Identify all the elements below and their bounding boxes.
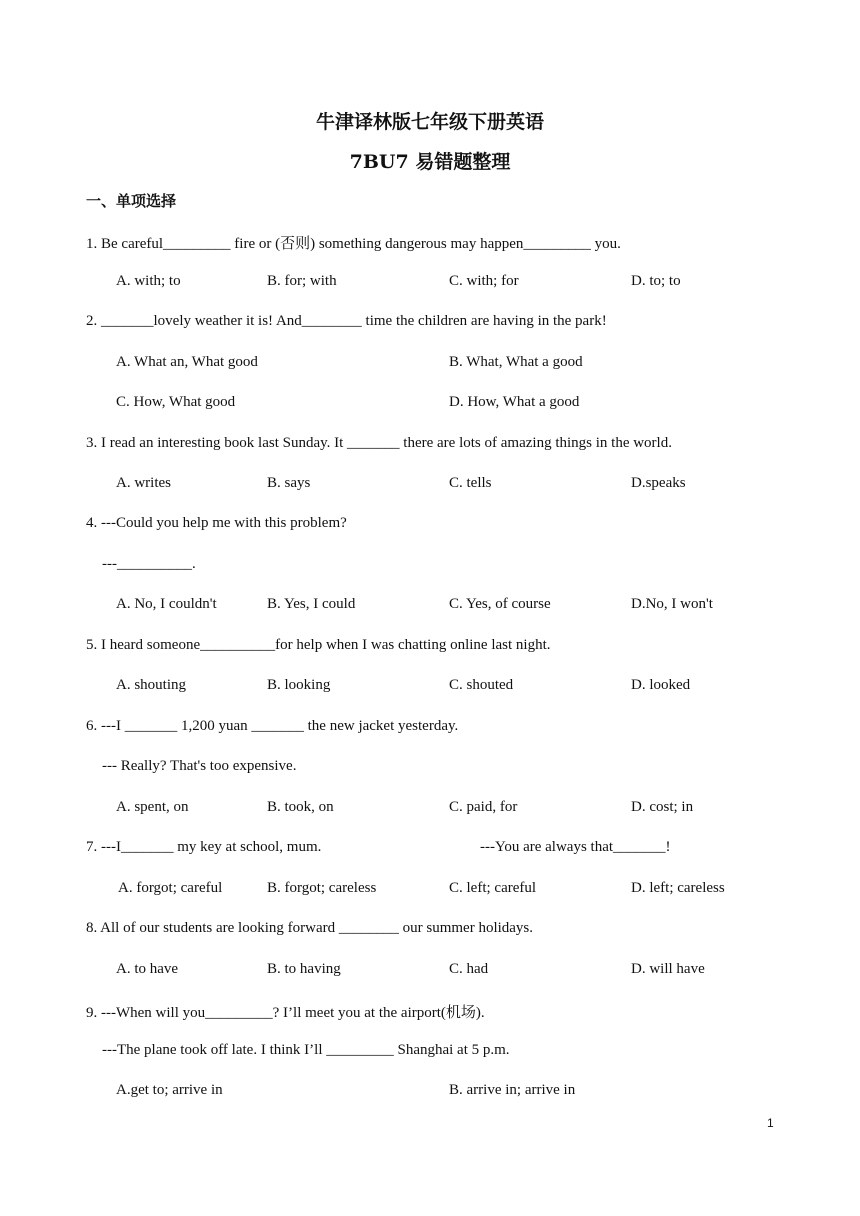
question-5-option-a: A. shouting xyxy=(116,677,187,693)
question-6-option-d: D. cost; in xyxy=(631,799,694,815)
question-9-option-a: A.get to; arrive in xyxy=(116,1082,223,1098)
question-3-option-a: A. writes xyxy=(116,475,171,491)
question-9-stem: 9. ---When will you_________? I’ll meet you at the airport(机场). xyxy=(86,1005,485,1021)
question-4-option-b: B. Yes, I could xyxy=(267,596,356,612)
question-7-reply: ---You are always that_______! xyxy=(480,839,671,855)
question-1-option-d: D. to; to xyxy=(631,273,681,289)
question-1-stem: 1. Be careful_________ fire or (否则) something dangerous may happen_________ you. xyxy=(86,236,621,252)
question-1-option-c: C. with; for xyxy=(449,273,519,289)
question-4-option-c: C. Yes, of course xyxy=(449,596,551,612)
question-2-option-c: C. How, What good xyxy=(116,394,236,410)
question-6-reply: --- Really? That's too expensive. xyxy=(102,758,297,774)
question-5-option-d: D. looked xyxy=(631,677,691,693)
question-7-option-a: A. forgot; careful xyxy=(118,880,223,896)
question-3-option-d: D.speaks xyxy=(631,475,686,491)
question-3-option-c: C. tells xyxy=(449,475,492,491)
question-6-option-a: A. spent, on xyxy=(116,799,189,815)
question-6-stem: 6. ---I _______ 1,200 yuan _______ the new jacket yesterday. xyxy=(86,718,459,734)
question-9-option-b: B. arrive in; arrive in xyxy=(449,1082,576,1098)
question-8-option-d: D. will have xyxy=(631,961,705,977)
question-6-option-c: C. paid, for xyxy=(449,799,518,815)
question-2-option-a: A. What an, What good xyxy=(116,354,258,370)
question-2-stem: 2. _______lovely weather it is! And________ time the children are having in the park! xyxy=(86,313,607,329)
question-7-stem: 7. ---I_______ my key at school, mum. xyxy=(86,839,322,855)
question-9-reply: ---The plane took off late. I think I’ll _________ Shanghai at 5 p.m. xyxy=(102,1042,510,1058)
question-7-option-b: B. forgot; careless xyxy=(267,880,377,896)
question-2-option-d: D. How, What a good xyxy=(449,394,580,410)
question-8-stem: 8. All of our students are looking forward ________ our summer holidays. xyxy=(86,920,534,936)
question-1-option-b: B. for; with xyxy=(267,273,337,289)
section-heading: 一、单项选择 xyxy=(86,192,177,210)
document-subtitle: 7BU7 易错题整理 xyxy=(349,151,511,173)
question-2-option-b: B. What, What a good xyxy=(449,354,583,370)
question-7-option-c: C. left; careful xyxy=(449,880,537,896)
question-3-option-b: B. says xyxy=(267,475,311,491)
question-4-option-d: D.No, I won't xyxy=(631,596,713,612)
question-7-option-d: D. left; careless xyxy=(631,880,725,896)
question-4-stem: 4. ---Could you help me with this problem? xyxy=(86,515,347,531)
question-6-option-b: B. took, on xyxy=(267,799,334,815)
page-number: 1 xyxy=(767,1116,774,1130)
question-8-option-c: C. had xyxy=(449,961,489,977)
question-1-option-a: A. with; to xyxy=(116,273,181,289)
document-title: 牛津译林版七年级下册英语 xyxy=(315,111,544,133)
question-4-option-a: A. No, I couldn't xyxy=(116,596,217,612)
question-4-reply: ---__________. xyxy=(102,556,196,572)
question-8-option-b: B. to having xyxy=(267,961,341,977)
question-5-option-c: C. shouted xyxy=(449,677,514,693)
question-5-stem: 5. I heard someone__________for help when I was chatting online last night. xyxy=(86,637,551,653)
question-8-option-a: A. to have xyxy=(116,961,179,977)
question-3-stem: 3. I read an interesting book last Sunday. It _______ there are lots of amazing things in the world. xyxy=(86,435,672,451)
question-5-option-b: B. looking xyxy=(267,677,331,693)
